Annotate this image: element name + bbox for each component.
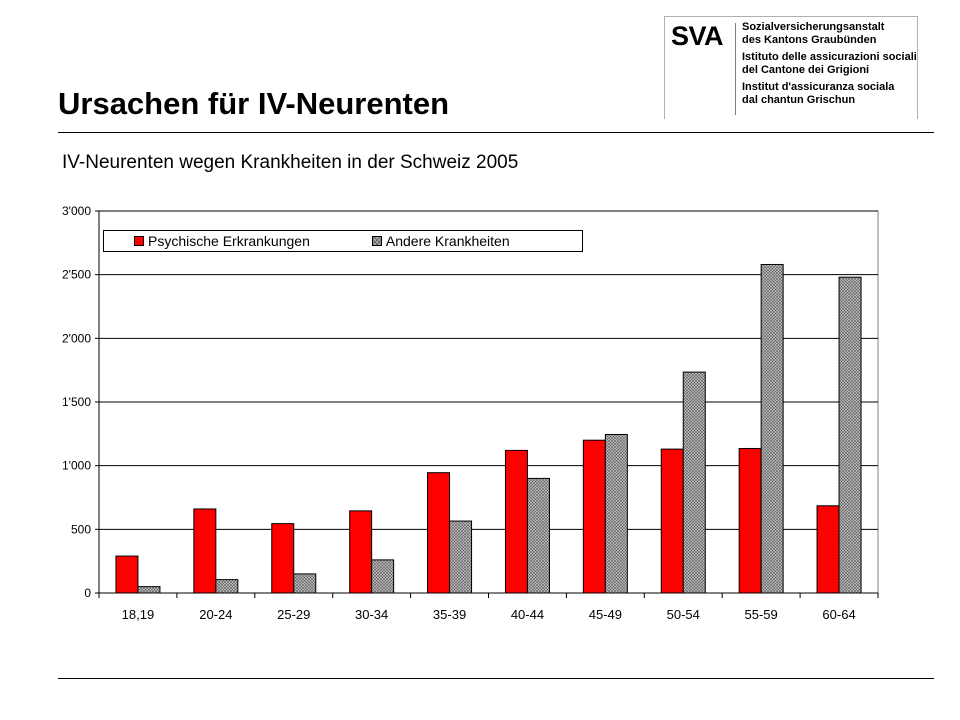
bar-andere xyxy=(450,521,472,593)
org-line-it-1: Istituto delle assicurazioni sociali xyxy=(742,51,917,63)
bar-psychische xyxy=(428,473,450,593)
bar-psychische xyxy=(116,556,138,593)
y-tick-label: 0 xyxy=(84,586,91,600)
legend-label-psychische: Psychische Erkrankungen xyxy=(148,233,310,249)
y-tick-label: 1'500 xyxy=(62,395,91,409)
bar-andere xyxy=(761,264,783,593)
bar-andere xyxy=(527,478,549,593)
bar-psychische xyxy=(739,448,761,593)
bar-psychische xyxy=(194,509,216,593)
x-tick-label: 40-44 xyxy=(510,607,545,622)
legend-label-andere: Andere Krankheiten xyxy=(385,233,510,249)
x-tick-label: 60-64 xyxy=(822,607,856,622)
legend-item-andere xyxy=(372,233,510,249)
x-tick-label: 30-34 xyxy=(355,607,389,622)
bar-andere xyxy=(605,434,627,593)
y-tick-label: 3'000 xyxy=(62,204,91,218)
legend-swatch-red xyxy=(134,236,144,246)
y-tick-label: 2'500 xyxy=(62,267,91,282)
legend-swatch-grey xyxy=(372,236,382,246)
bar-andere xyxy=(138,587,160,593)
org-line-de-2: des Kantons Graubünden xyxy=(742,34,877,46)
bar-psychische xyxy=(583,440,605,593)
chart-legend xyxy=(103,230,583,252)
y-tick-label: 2'000 xyxy=(62,331,91,346)
x-tick-label: 35-39 xyxy=(432,607,467,622)
org-line-rm-1: Institut d'assicuranza sociala xyxy=(742,81,895,93)
chart-title: IV-Neurenten wegen Krankheiten in der Schweiz 2005 xyxy=(62,152,519,173)
bar-andere xyxy=(683,372,705,593)
page-title: Ursachen für IV-Neurenten xyxy=(58,86,450,121)
bar-andere xyxy=(372,560,394,593)
bar-psychische xyxy=(817,506,839,593)
footer-divider xyxy=(58,678,934,679)
y-tick-label: 1'000 xyxy=(62,458,91,473)
y-tick-label: 500 xyxy=(70,522,91,537)
x-tick-label: 45-49 xyxy=(588,607,622,622)
bar-andere xyxy=(294,574,316,593)
bar-psychische xyxy=(272,524,294,593)
bar-psychische xyxy=(350,511,372,593)
x-tick-label: 50-54 xyxy=(666,607,700,622)
x-tick-label: 20-24 xyxy=(199,607,233,622)
bar-psychische xyxy=(661,449,683,593)
legend-item-psychische xyxy=(134,233,310,249)
bar-psychische xyxy=(505,450,527,593)
sva-logo-mark: SVA xyxy=(671,21,724,51)
x-tick-label: 18,19 xyxy=(121,607,155,622)
bar-andere xyxy=(216,580,238,593)
org-line-de-1: Sozialversicherungsanstalt xyxy=(742,21,885,33)
org-line-it-2: del Cantone dei Grigioni xyxy=(742,64,870,76)
bar-andere xyxy=(839,277,861,593)
x-tick-label: 25-29 xyxy=(277,607,311,622)
x-tick-label: 55-59 xyxy=(744,607,778,622)
org-line-rm-2: dal chantun Grischun xyxy=(742,94,856,106)
